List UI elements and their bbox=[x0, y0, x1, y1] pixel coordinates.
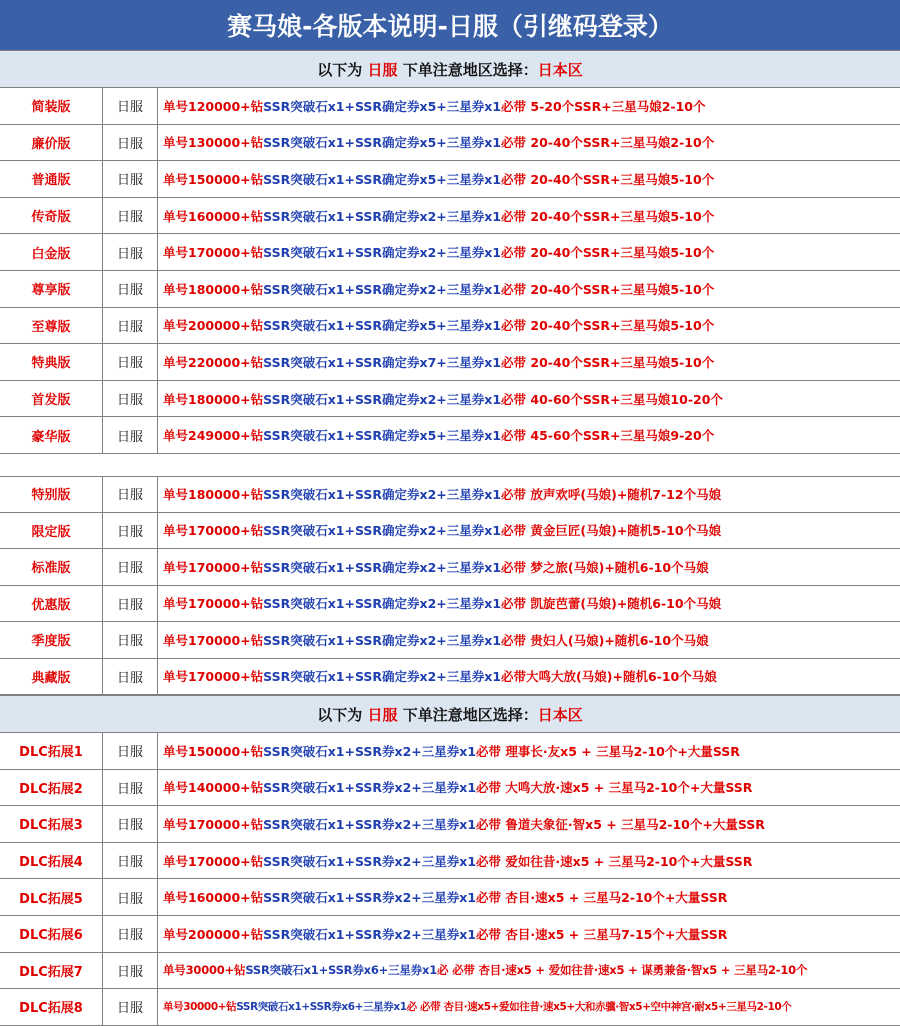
table-row bbox=[0, 989, 900, 1026]
ticket-bundle: SSR突破石x1+SSR券x2+三星券x1 bbox=[263, 743, 477, 759]
ticket-bundle: SSR突破石x1+SSR确定券x5+三星券x1 bbox=[263, 135, 502, 151]
diamond-amount: 单号170000+钻 bbox=[163, 245, 264, 261]
edition-contents bbox=[158, 549, 900, 585]
ticket-bundle: SSR突破石x1+SSR确定券x5+三星券x1 bbox=[263, 428, 502, 444]
edition-name: 传奇版 bbox=[0, 198, 103, 234]
edition-name: 普通版 bbox=[0, 161, 103, 197]
guaranteed-items: 必带大鸣大放(马娘)+随机6-10个马娘 bbox=[501, 669, 717, 685]
guaranteed-items: 必带 贵妇人(马娘)+随机6-10个马娘 bbox=[501, 632, 709, 648]
edition-name: 特典版 bbox=[0, 344, 103, 380]
edition-name: DLC拓展6 bbox=[0, 916, 103, 952]
diamond-amount: 单号170000+钻 bbox=[163, 523, 264, 539]
region-notice-1 bbox=[0, 50, 900, 88]
table-row bbox=[0, 161, 900, 198]
notice-region: 日本区 bbox=[537, 60, 583, 79]
diamond-amount: 单号170000+钻 bbox=[163, 669, 264, 685]
server-label: 日服 bbox=[103, 125, 158, 161]
diamond-amount: 单号220000+钻 bbox=[163, 354, 264, 370]
ticket-bundle: SSR突破石x1+SSR确定券x2+三星券x1 bbox=[263, 669, 502, 685]
edition-contents bbox=[158, 916, 900, 952]
ticket-bundle: SSR突破石x1+SSR确定券x5+三星券x1 bbox=[263, 171, 502, 187]
edition-contents bbox=[158, 476, 900, 512]
edition-contents bbox=[158, 161, 900, 197]
guaranteed-items: 必 必带 杏目·速x5 + 爱如往昔·速x5 + 谋勇兼备·智x5 + 三星马2-10个 bbox=[437, 963, 808, 978]
edition-name: DLC拓展8 bbox=[0, 989, 103, 1025]
guaranteed-items: 必 必带 杏目·速x5+爱如往昔·速x5+大和赤骥·智x5+空中神宫·耐x5+三星马2-10个 bbox=[406, 1001, 792, 1014]
guaranteed-items: 必带 20-40个SSR+三星马娘5-10个 bbox=[501, 245, 715, 261]
guaranteed-items: 必带 理事长·友x5 + 三星马2-10个+大量SSR bbox=[476, 743, 740, 759]
guaranteed-items: 必带 5-20个SSR+三星马娘2-10个 bbox=[501, 98, 706, 114]
edition-name: DLC拓展7 bbox=[0, 953, 103, 989]
server-label: 日服 bbox=[103, 308, 158, 344]
table-row bbox=[0, 733, 900, 770]
ticket-bundle: SSR突破石x1+SSR确定券x5+三星券x1 bbox=[263, 98, 502, 114]
table-row bbox=[0, 88, 900, 125]
notice-middle: 下单注意地区选择： bbox=[402, 60, 538, 79]
table-row bbox=[0, 381, 900, 418]
server-label: 日服 bbox=[103, 843, 158, 879]
table-row bbox=[0, 953, 900, 990]
diamond-amount: 单号170000+钻 bbox=[163, 816, 264, 832]
diamond-amount: 单号170000+钻 bbox=[163, 853, 264, 869]
ticket-bundle: SSR突破石x1+SSR确定券x2+三星券x1 bbox=[263, 208, 502, 224]
edition-name: DLC拓展2 bbox=[0, 770, 103, 806]
edition-contents bbox=[158, 953, 900, 989]
edition-name: 限定版 bbox=[0, 513, 103, 549]
table-row bbox=[0, 234, 900, 271]
server-label: 日服 bbox=[103, 733, 158, 769]
table-row bbox=[0, 308, 900, 345]
edition-name: 尊享版 bbox=[0, 271, 103, 307]
edition-contents bbox=[158, 125, 900, 161]
guaranteed-items: 必带 20-40个SSR+三星马娘5-10个 bbox=[501, 281, 715, 297]
edition-name: 豪华版 bbox=[0, 417, 103, 453]
edition-contents bbox=[158, 344, 900, 380]
ticket-bundle: SSR突破石x1+SSR券x2+三星券x1 bbox=[263, 780, 477, 796]
ticket-bundle: SSR突破石x1+SSR券x2+三星券x1 bbox=[263, 816, 477, 832]
server-label: 日服 bbox=[103, 88, 158, 124]
ticket-bundle: SSR突破石x1+SSR券x6+三星券x1 bbox=[236, 1001, 407, 1014]
edition-name: 标准版 bbox=[0, 549, 103, 585]
server-label: 日服 bbox=[103, 161, 158, 197]
table-row bbox=[0, 476, 900, 513]
guaranteed-items: 必带 杏目·速x5 + 三星马7-15个+大量SSR bbox=[476, 926, 728, 942]
edition-name: 至尊版 bbox=[0, 308, 103, 344]
edition-name: 季度版 bbox=[0, 622, 103, 658]
edition-name: DLC拓展5 bbox=[0, 879, 103, 915]
guaranteed-items: 必带 20-40个SSR+三星马娘5-10个 bbox=[501, 318, 715, 334]
edition-contents bbox=[158, 879, 900, 915]
ticket-bundle: SSR突破石x1+SSR确定券x2+三星券x1 bbox=[263, 596, 502, 612]
ticket-bundle: SSR突破石x1+SSR券x6+三星券x1 bbox=[245, 963, 437, 978]
edition-contents bbox=[158, 622, 900, 658]
server-label: 日服 bbox=[103, 417, 158, 453]
edition-contents bbox=[158, 989, 900, 1025]
edition-contents bbox=[158, 88, 900, 124]
server-label: 日服 bbox=[103, 879, 158, 915]
guaranteed-items: 必带 放声欢呼(马娘)+随机7-12个马娘 bbox=[501, 486, 722, 502]
diamond-amount: 单号130000+钻 bbox=[163, 135, 264, 151]
diamond-amount: 单号140000+钻 bbox=[163, 780, 264, 796]
diamond-amount: 单号200000+钻 bbox=[163, 318, 264, 334]
table-row bbox=[0, 417, 900, 454]
ticket-bundle: SSR突破石x1+SSR确定券x2+三星券x1 bbox=[263, 559, 502, 575]
edition-name: 白金版 bbox=[0, 234, 103, 270]
diamond-amount: 单号249000+钻 bbox=[163, 428, 264, 444]
diamond-amount: 单号30000+钻 bbox=[163, 963, 246, 978]
guaranteed-items: 必带 大鸣大放·速x5 + 三星马2-10个+大量SSR bbox=[476, 780, 753, 796]
server-label: 日服 bbox=[103, 271, 158, 307]
server-label: 日服 bbox=[103, 344, 158, 380]
edition-name: DLC拓展1 bbox=[0, 733, 103, 769]
edition-contents bbox=[158, 806, 900, 842]
table-row bbox=[0, 344, 900, 381]
guaranteed-items: 必带 20-40个SSR+三星马娘5-10个 bbox=[501, 171, 715, 187]
notice-middle: 下单注意地区选择： bbox=[402, 705, 538, 724]
edition-contents bbox=[158, 659, 900, 695]
diamond-amount: 单号170000+钻 bbox=[163, 632, 264, 648]
server-label: 日服 bbox=[103, 770, 158, 806]
table-row bbox=[0, 125, 900, 162]
guaranteed-items: 必带 鲁道夫象征·智x5 + 三星马2-10个+大量SSR bbox=[476, 816, 765, 832]
ticket-bundle: SSR突破石x1+SSR券x2+三星券x1 bbox=[263, 926, 477, 942]
server-label: 日服 bbox=[103, 549, 158, 585]
edition-contents bbox=[158, 198, 900, 234]
ticket-bundle: SSR突破石x1+SSR确定券x2+三星券x1 bbox=[263, 523, 502, 539]
server-label: 日服 bbox=[103, 586, 158, 622]
edition-contents bbox=[158, 417, 900, 453]
table-row bbox=[0, 806, 900, 843]
diamond-amount: 单号160000+钻 bbox=[163, 890, 264, 906]
guaranteed-items: 必带 20-40个SSR+三星马娘2-10个 bbox=[501, 135, 715, 151]
diamond-amount: 单号180000+钻 bbox=[163, 486, 264, 502]
server-label: 日服 bbox=[103, 659, 158, 695]
ticket-bundle: SSR突破石x1+SSR券x2+三星券x1 bbox=[263, 890, 477, 906]
server-label: 日服 bbox=[103, 989, 158, 1025]
notice-prefix: 以下为 bbox=[317, 60, 363, 79]
edition-contents bbox=[158, 234, 900, 270]
server-label: 日服 bbox=[103, 234, 158, 270]
notice-server: 日服 bbox=[367, 60, 398, 79]
ticket-bundle: SSR突破石x1+SSR确定券x5+三星券x1 bbox=[263, 318, 502, 334]
edition-contents bbox=[158, 770, 900, 806]
server-label: 日服 bbox=[103, 476, 158, 512]
server-label: 日服 bbox=[103, 806, 158, 842]
guaranteed-items: 必带 20-40个SSR+三星马娘5-10个 bbox=[501, 354, 715, 370]
table-row bbox=[0, 622, 900, 659]
edition-name: 典藏版 bbox=[0, 659, 103, 695]
table-row bbox=[0, 549, 900, 586]
diamond-amount: 单号200000+钻 bbox=[163, 926, 264, 942]
ticket-bundle: SSR突破石x1+SSR确定券x2+三星券x1 bbox=[263, 486, 502, 502]
edition-contents bbox=[158, 586, 900, 622]
table-row bbox=[0, 843, 900, 880]
table-row bbox=[0, 770, 900, 807]
region-notice-2 bbox=[0, 695, 900, 733]
diamond-amount: 单号160000+钻 bbox=[163, 208, 264, 224]
edition-contents bbox=[158, 381, 900, 417]
server-label: 日服 bbox=[103, 622, 158, 658]
notice-region: 日本区 bbox=[537, 705, 583, 724]
guaranteed-items: 必带 20-40个SSR+三星马娘5-10个 bbox=[501, 208, 715, 224]
server-label: 日服 bbox=[103, 381, 158, 417]
table-row bbox=[0, 198, 900, 235]
ticket-bundle: SSR突破石x1+SSR确定券x2+三星券x1 bbox=[263, 281, 502, 297]
diamond-amount: 单号150000+钻 bbox=[163, 171, 264, 187]
notice-prefix: 以下为 bbox=[317, 705, 363, 724]
server-label: 日服 bbox=[103, 513, 158, 549]
guaranteed-items: 必带 梦之旅(马娘)+随机6-10个马娘 bbox=[501, 559, 709, 575]
edition-name: 优惠版 bbox=[0, 586, 103, 622]
edition-name: 简装版 bbox=[0, 88, 103, 124]
diamond-amount: 单号180000+钻 bbox=[163, 281, 264, 297]
diamond-amount: 单号170000+钻 bbox=[163, 596, 264, 612]
edition-name: 特别版 bbox=[0, 476, 103, 512]
edition-name: 廉价版 bbox=[0, 125, 103, 161]
page-title: 赛马娘-各版本说明-日服（引继码登录） bbox=[0, 0, 900, 50]
table-row bbox=[0, 586, 900, 623]
table-spacer bbox=[0, 454, 900, 477]
ticket-bundle: SSR突破石x1+SSR券x2+三星券x1 bbox=[263, 853, 477, 869]
edition-contents bbox=[158, 843, 900, 879]
server-label: 日服 bbox=[103, 916, 158, 952]
guaranteed-items: 必带 40-60个SSR+三星马娘10-20个 bbox=[501, 391, 723, 407]
guaranteed-items: 必带 凯旋芭蕾(马娘)+随机6-10个马娘 bbox=[501, 596, 722, 612]
edition-contents bbox=[158, 733, 900, 769]
edition-name: DLC拓展3 bbox=[0, 806, 103, 842]
edition-contents bbox=[158, 271, 900, 307]
edition-contents bbox=[158, 308, 900, 344]
guaranteed-items: 必带 45-60个SSR+三星马娘9-20个 bbox=[501, 428, 715, 444]
table-row bbox=[0, 659, 900, 696]
diamond-amount: 单号170000+钻 bbox=[163, 559, 264, 575]
guaranteed-items: 必带 黄金巨匠(马娘)+随机5-10个马娘 bbox=[501, 523, 722, 539]
ticket-bundle: SSR突破石x1+SSR确定券x7+三星券x1 bbox=[263, 354, 502, 370]
diamond-amount: 单号150000+钻 bbox=[163, 743, 264, 759]
notice-server: 日服 bbox=[367, 705, 398, 724]
ticket-bundle: SSR突破石x1+SSR确定券x2+三星券x1 bbox=[263, 391, 502, 407]
ticket-bundle: SSR突破石x1+SSR确定券x2+三星券x1 bbox=[263, 632, 502, 648]
diamond-amount: 单号180000+钻 bbox=[163, 391, 264, 407]
table-row bbox=[0, 879, 900, 916]
guaranteed-items: 必带 爱如往昔·速x5 + 三星马2-10个+大量SSR bbox=[476, 853, 753, 869]
server-label: 日服 bbox=[103, 198, 158, 234]
ticket-bundle: SSR突破石x1+SSR确定券x2+三星券x1 bbox=[263, 245, 502, 261]
edition-contents bbox=[158, 513, 900, 549]
table-row bbox=[0, 513, 900, 550]
guaranteed-items: 必带 杏目·速x5 + 三星马2-10个+大量SSR bbox=[476, 890, 728, 906]
table-row bbox=[0, 916, 900, 953]
table-row bbox=[0, 271, 900, 308]
server-label: 日服 bbox=[103, 953, 158, 989]
diamond-amount: 单号120000+钻 bbox=[163, 98, 264, 114]
diamond-amount: 单号30000+钻 bbox=[163, 1001, 237, 1014]
edition-name: 首发版 bbox=[0, 381, 103, 417]
edition-name: DLC拓展4 bbox=[0, 843, 103, 879]
